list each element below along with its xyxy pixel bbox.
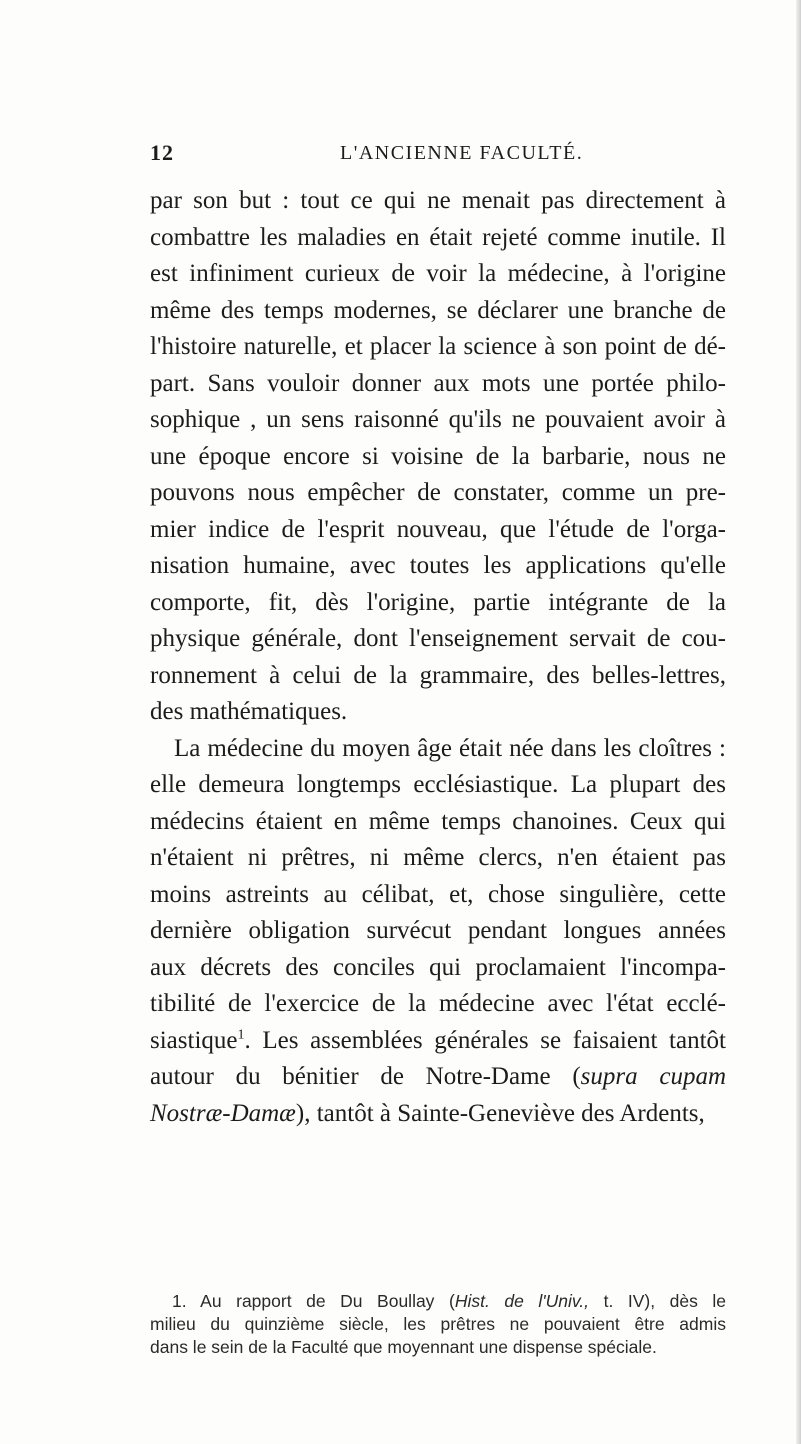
text-line: même des temps modernes, se déclarer une branche de	[150, 296, 726, 324]
text-line: médecins étaient en même temps chanoines. Ceux qui	[150, 807, 726, 835]
text-line: pouvons nous empêcher de constater, comme un pre-	[150, 479, 726, 506]
text-line: par son but : tout ce qui ne menait pas directement à	[150, 187, 726, 214]
text-fragment: siastique	[150, 1026, 238, 1054]
text-line	[150, 1059, 726, 1096]
text-line: sophique , un sens raisonné qu'ils ne pouvaient avoir à	[150, 406, 726, 433]
page-header	[150, 140, 702, 170]
running-head: L'ANCIENNE FACULTÉ.	[340, 142, 584, 164]
text-line: l'histoire naturelle, et placer la science à son point de dé-	[150, 333, 726, 360]
text-line: moins astreints au célibat, et, chose singulière, cette	[150, 880, 726, 908]
text-line: elle demeura longtemps ecclésiastique. La plupart des	[150, 771, 726, 798]
text-line: ronnement à celui de la grammaire, des belles-lettres,	[150, 661, 726, 689]
footnote-line	[150, 1290, 726, 1313]
page-edge-shadow	[796, 0, 801, 1444]
footnote-line: milieu du quinzième siècle, les prêtres ne pouvaient être admis	[150, 1314, 726, 1334]
text-fragment: t. IV), dès le	[589, 1291, 726, 1311]
latin-phrase: Nostræ-Damæ	[150, 1099, 296, 1127]
text-line: tibilité de l'exercice de la médecine avec l'état ecclé-	[150, 990, 726, 1017]
text-line: n'étaient ni prêtres, ni même clercs, n'en étaient pas	[150, 844, 726, 871]
text-fragment: autour du bénitier de Notre-Dame (	[150, 1063, 581, 1090]
text-fragment: , tantôt à Sainte-Geneviève des Ardents,	[304, 1099, 705, 1127]
text-fragment: . Les assemblées générales se faisaient tantôt	[244, 1026, 726, 1054]
body-text	[150, 183, 726, 1132]
footnote-reference: 1	[237, 1027, 245, 1043]
text-line	[150, 1023, 726, 1060]
text-line: La médecine du moyen âge était née dans les cloîtres :	[174, 734, 726, 762]
text-line: aux décrets des conciles qui proclamaient l'incompa-	[150, 953, 726, 981]
text-line: dernière obligation survécut pendant longues années	[150, 917, 726, 944]
latin-phrase: supra cupam	[580, 1063, 726, 1090]
text-line: une époque encore si voisine de la barbarie, nous ne	[150, 442, 726, 470]
page-number: 12	[150, 140, 174, 165]
text-line	[150, 1096, 726, 1133]
text-fragment: 1. Au rapport de Du Boullay (	[172, 1291, 455, 1311]
text-line: combattre les maladies en était rejeté comme inutile. Il	[150, 223, 726, 251]
text-line: physique générale, dont l'enseignement servait de cou-	[150, 625, 726, 652]
text-line: nisation humaine, avec toutes les applications qu'elle	[150, 552, 726, 579]
citation-title: Hist. de l'Univ.,	[454, 1291, 590, 1311]
text-line: des mathématiques.	[150, 698, 348, 725]
footnote	[150, 1290, 726, 1359]
text-fragment: )	[295, 1099, 305, 1127]
text-line: est infiniment curieux de voir la médecine, à l'origine	[150, 260, 726, 287]
text-line: comporte, fit, dès l'origine, partie intégrante de la	[150, 588, 726, 616]
text-line: part. Sans vouloir donner aux mots une portée philo-	[150, 369, 726, 397]
text-line: mier indice de l'esprit nouveau, que l'étude de l'orga-	[150, 515, 726, 543]
footnote-line: dans le sein de la Faculté que moyennant une dispense spéciale.	[150, 1337, 657, 1357]
